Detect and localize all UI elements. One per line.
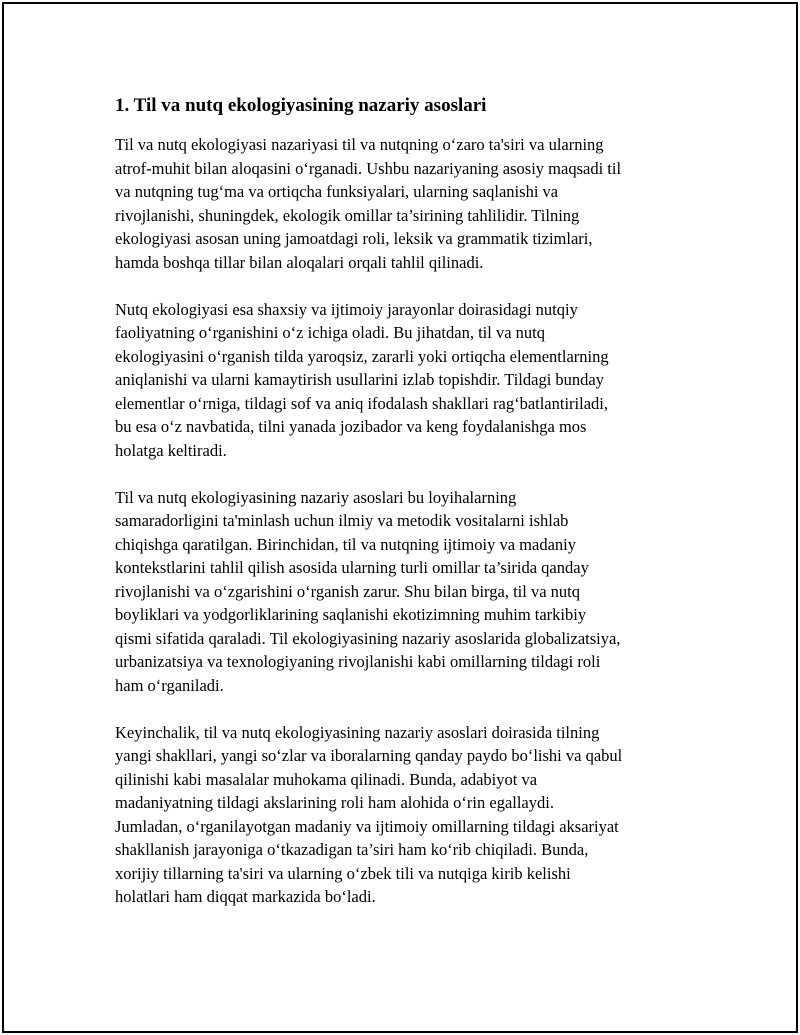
paragraph-line: holatlari ham diqqat markazida bo‘ladi.	[115, 887, 376, 906]
paragraph-line: Til va nutq ekologiyasi nazariyasi til va nutqning o‘zaro ta'siri va ularning	[115, 135, 604, 154]
paragraph-line: atrof-muhit bilan aloqasini o‘rganadi. Ushbu nazariyaning asosiy maqsadi til	[115, 158, 622, 178]
paragraph-line: rivojlanishi, shuningdek, ekologik omillar ta’sirining tahlilidir. Tilning	[115, 205, 580, 225]
paragraph-line: Jumladan, o‘rganilayotgan madaniy va ijtimoiy omillarning tildagi aksariyat	[115, 816, 619, 836]
paragraph-line: ekologiyasi asosan uning jamoatdagi roli, leksik va grammatik tizimlari,	[115, 229, 593, 248]
paragraph-line: madaniyatning tildagi akslarining roli ham alohida o‘rin egallaydi.	[115, 793, 554, 812]
paragraph-line: ham o‘rganiladi.	[115, 675, 224, 695]
paragraph-line: shakllanish jarayoniga o‘tkazadigan ta’siri ham ko‘rib chiqiladi. Bunda,	[115, 840, 589, 859]
section-heading: 1. Til va nutq ekologiyasining nazariy asoslari	[115, 95, 487, 116]
document-body	[115, 92, 700, 932]
paragraph-line: kontekstlarini tahlil qilish asosida ularning turli omillar ta’sirida qanday	[115, 558, 589, 577]
paragraph-line: rivojlanishi va o‘zgarishini o‘rganish zarur. Shu bilan birga, til va nutq	[115, 581, 580, 601]
paragraph-line: qismi sifatida qaraladi. Til ekologiyasining nazariy asoslarida globalizatsiya,	[115, 628, 621, 648]
paragraph	[115, 133, 700, 274]
paragraph-line: xorijiy tillarning ta'siri va ularning o‘zbek tili va nutqiga kirib kelishi	[115, 863, 571, 883]
paragraph-line: samaradorligini ta'minlash uchun ilmiy va metodik vositalarni ishlab	[115, 511, 569, 530]
paragraph-list	[115, 133, 700, 909]
paragraph-line: urbanizatsiya va texnologiyaning rivojlanishi kabi omillarning tildagi roli	[115, 652, 601, 671]
paragraph-line: elementlar o‘rniga, tildagi sof va aniq ifodalash shakllari rag‘batlantiriladi,	[115, 393, 608, 413]
paragraph-line: faoliyatning o‘rganishini o‘z ichiga oladi. Bu jihatdan, til va nutq	[115, 323, 545, 342]
paragraph-line: ekologiyasini o‘rganish tilda yaroqsiz, zararli yoki ortiqcha elementlarning	[115, 346, 609, 366]
paragraph-line: boyliklari va yodgorliklarining saqlanishi ekotizimning muhim tarkibiy	[115, 605, 587, 624]
paragraph-line: qilinishi kabi masalalar muhokama qilinadi. Bunda, adabiyot va	[115, 769, 538, 789]
paragraph-line: holatga keltiradi.	[115, 440, 227, 460]
paragraph	[115, 486, 700, 698]
paragraph-line: chiqishga qaratilgan. Birinchidan, til va nutqning ijtimoiy va madaniy	[115, 534, 576, 554]
paragraph	[115, 298, 700, 463]
paragraph-line: hamda boshqa tillar bilan aloqalari orqali tahlil qilinadi.	[115, 252, 484, 272]
paragraph-line: va nutqning tug‘ma va ortiqcha funksiyalari, ularning saqlanishi va	[115, 182, 559, 201]
paragraph-line: bu esa o‘z navbatida, tilni yanada jozibador va keng foydalanishga mos	[115, 417, 587, 436]
paragraph-line: Keyinchalik, til va nutq ekologiyasining nazariy asoslari doirasida tilning	[115, 722, 600, 742]
paragraph	[115, 721, 700, 909]
paragraph-line: aniqlanishi va ularni kamaytirish usullarini izlab topishdir. Tildagi bunday	[115, 370, 604, 389]
paragraph-line: Til va nutq ekologiyasining nazariy asoslari bu loyihalarning	[115, 487, 517, 507]
paragraph-line: Nutq ekologiyasi esa shaxsiy va ijtimoiy jarayonlar doirasidagi nutqiy	[115, 299, 578, 319]
paragraph-line: yangi shakllari, yangi so‘zlar va iboralarning qanday paydo bo‘lishi va qabul	[115, 746, 623, 765]
